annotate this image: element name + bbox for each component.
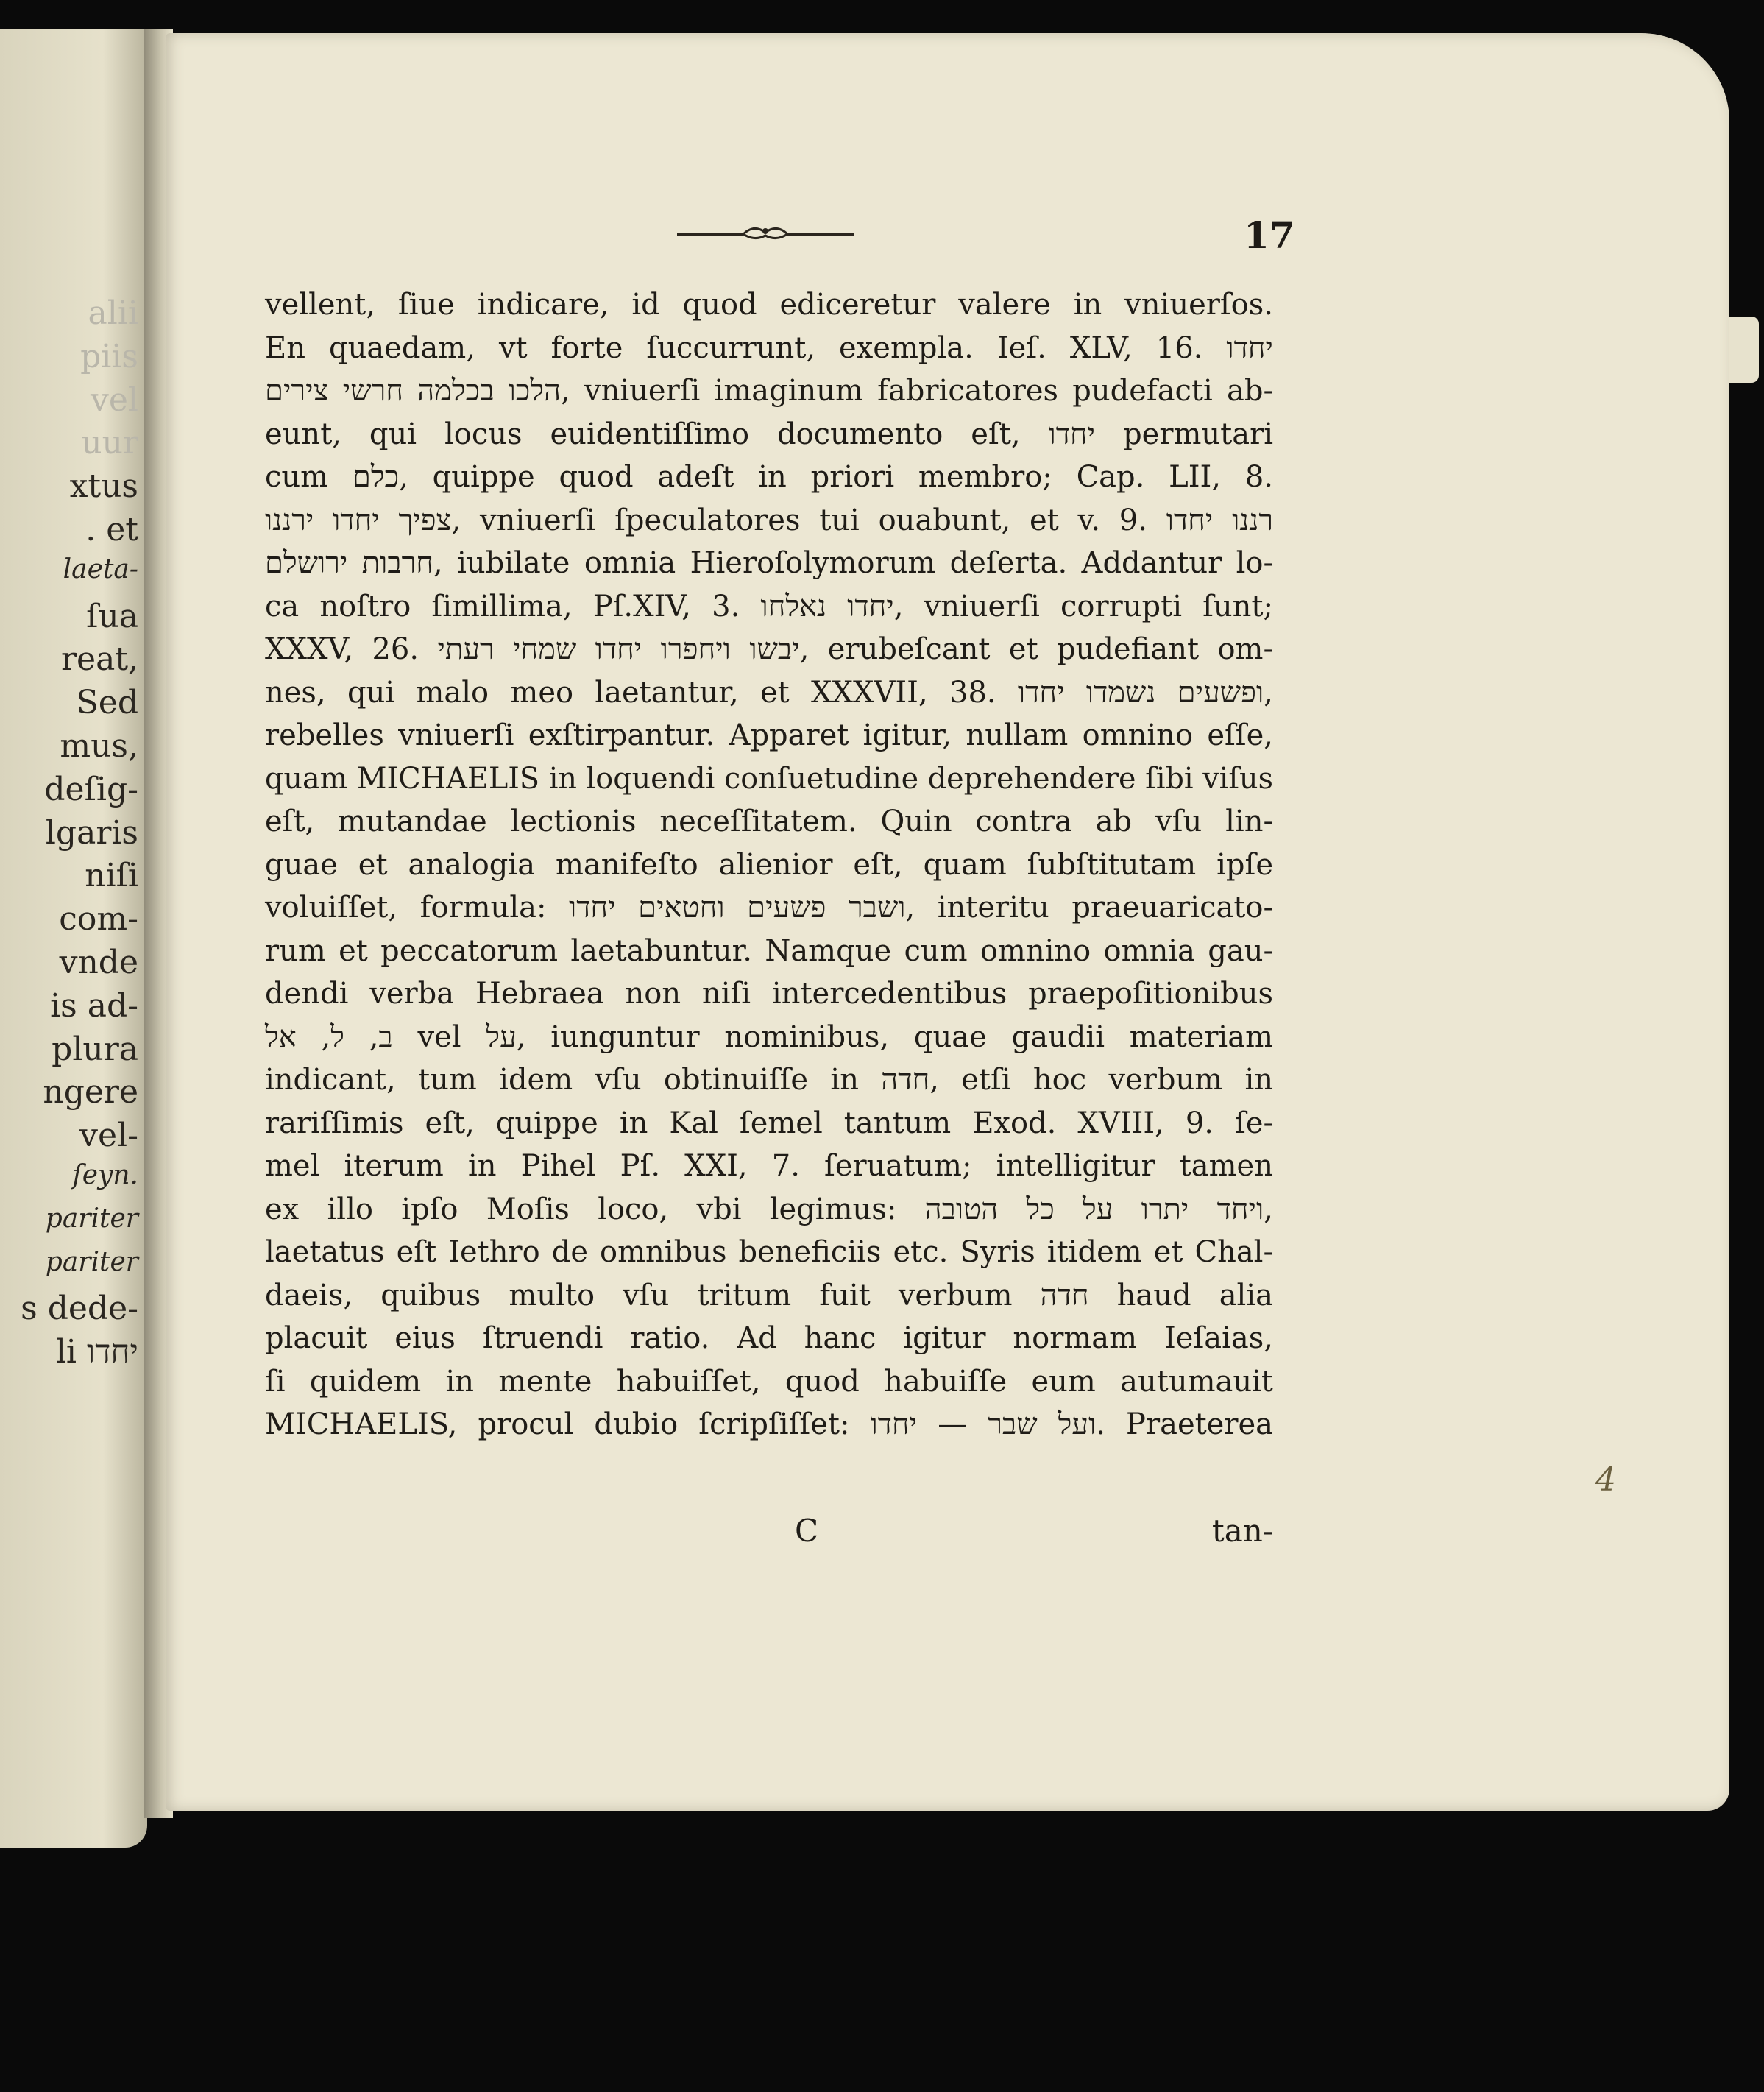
footer-line	[265, 1513, 1273, 1555]
text-line-content: rebelles vniuerſi exſtirpantur. Apparet igitur, nullam omnino eſſe,	[265, 718, 1273, 752]
text-line-content: cum כלם, quippe quod adeſt in priori membro; Cap. LII, 8.	[265, 460, 1274, 494]
text-line	[265, 628, 1273, 671]
previous-page-line: ſua	[86, 597, 138, 635]
text-line-content: חרבות ירושלם, iubilate omnia Hieroſolymorum deſerta. Addantur lo-	[265, 546, 1273, 580]
previous-page-line: niſi	[85, 857, 138, 895]
text-line	[265, 1016, 1273, 1059]
previous-page-line: Sed	[76, 684, 138, 722]
previous-page-line: ſeyn.	[72, 1160, 138, 1190]
text-line-content: dendi verba Hebraea non niſi intercedentibus praepoſitionibus	[265, 977, 1273, 1011]
text-line-content: guae et analogia manifeſto alienior eſt, quam ſubſtitutam ipſe	[265, 847, 1273, 882]
previous-page-line: li יחדו	[55, 1333, 138, 1371]
previous-page-line: reat,	[61, 640, 138, 679]
text-line	[265, 800, 1273, 844]
text-line	[265, 1102, 1273, 1145]
text-line-content: ſi quidem in mente habuiſſet, quod habuiſſe eum autumauit	[265, 1364, 1273, 1399]
text-line-content: daeis, quibus multo vſu tritum fuit verbum חדה haud alia	[265, 1278, 1273, 1312]
previous-page-line: alii	[88, 294, 138, 332]
previous-page-line: uur	[81, 424, 138, 462]
text-line	[265, 1360, 1273, 1404]
text-line	[265, 327, 1273, 370]
catchword: tan-	[1211, 1513, 1273, 1549]
text-line	[265, 1403, 1273, 1446]
previous-page-line: laeta-	[63, 554, 138, 584]
text-line-content: indicant, tum idem vſu obtinuiſſe in חדה, etſi hoc verbum in	[265, 1063, 1274, 1097]
page-number: 17	[1244, 213, 1295, 257]
text-line-content: En quaedam, vt forte ſuccurrunt, exempla. Ieſ. XLV, 16. יחדו	[265, 331, 1273, 365]
previous-page-line: ngere	[43, 1073, 138, 1112]
text-line-content: placuit eius ſtruendi ratio. Ad hanc igitur normam Ieſaias,	[265, 1321, 1273, 1355]
previous-page-line: s dede-	[21, 1290, 138, 1328]
text-line	[265, 1317, 1273, 1360]
text-line-content: quam MICHAELIS in loquendi conſuetudine deprehendere ſibi viſus	[265, 761, 1273, 796]
previous-page-strip	[0, 29, 147, 1848]
previous-page-line: is ad-	[50, 986, 138, 1025]
text-line-content: צפיך יחדו ירננו, vniuerſi ſpeculatores tui ouabunt, et v. 9. רננו יחדו	[265, 503, 1273, 537]
text-line	[265, 671, 1273, 715]
text-line-content: mel iterum in Pihel Pſ. XXI, 7. ſeruatum; intelligitur tamen	[265, 1149, 1273, 1183]
text-line	[265, 1059, 1273, 1102]
text-line-content: MICHAELIS, procul dubio ſcripſiſſet: ועל שבר — יחדו. Praeterea	[265, 1407, 1273, 1441]
body-text	[265, 283, 1273, 1446]
text-line-content: eunt, qui locus euidentiſſimo documento eſt, יחדו permutari	[265, 417, 1273, 451]
text-line	[265, 1145, 1273, 1188]
text-line-content: ca noſtro ſimillima, Pſ.XIV, 3. יחדו נאלחו, vniuerſi corrupti ſunt;	[265, 589, 1273, 623]
previous-page-line: vel	[91, 381, 138, 419]
text-line	[265, 1188, 1273, 1231]
text-line	[265, 1231, 1273, 1274]
text-line	[265, 370, 1273, 413]
previous-page-line: plura	[52, 1030, 138, 1068]
text-line-content: XXXV, 26. יבשו ויחפרו יחדו שמחי רעתי, erubeſcant et pudefiant om-	[265, 632, 1274, 666]
text-line	[265, 542, 1273, 585]
text-line-content: vellent, ſiue indicare, id quod ediceretur valere in vniuerſos.	[265, 288, 1273, 322]
previous-page-line: pariter	[45, 1246, 138, 1277]
text-line-content: nes, qui malo meo laetantur, et XXXVII, 38. ופשעים נשמדו יחדו,	[265, 675, 1274, 710]
previous-page-line: piis	[80, 337, 138, 375]
text-line	[265, 714, 1273, 757]
text-line	[265, 499, 1273, 543]
text-line	[265, 283, 1273, 327]
text-line-content: voluiſſet, formula: ושבר פשעים וחטאים יחדו, interitu praeuaricato-	[265, 891, 1274, 925]
text-line	[265, 757, 1273, 801]
previous-page-line: pariter	[45, 1203, 138, 1234]
previous-page-line: lgaris	[45, 813, 138, 852]
margin-mark: 4	[1595, 1461, 1616, 1499]
text-line	[265, 1274, 1273, 1318]
text-line	[265, 930, 1273, 973]
previous-page-line: vnde	[59, 944, 138, 981]
text-line-content: ב, ל, אל vel על, iunguntur nominibus, quae gaudii materiam	[265, 1020, 1274, 1054]
text-line-content: rum et peccatorum laetabuntur. Namque cum omnino omnia gau-	[265, 933, 1273, 968]
text-line-content: eſt, mutandae lectionis neceſſitatem. Quin contra ab vſu lin-	[265, 805, 1273, 838]
previous-page-line: mus,	[60, 727, 138, 765]
previous-page-line: com-	[59, 900, 138, 939]
signature-mark: C	[795, 1513, 819, 1549]
text-line-content: laetatus eſt Iethro de omnibus beneficiis etc. Syris itidem et Chal-	[265, 1235, 1273, 1269]
text-line	[265, 844, 1273, 887]
text-line-content: ex illo ipſo Moſis loco, vbi legimus: ויחד יתרו על כל הטובה,	[265, 1192, 1273, 1226]
text-line	[265, 585, 1273, 629]
text-line	[265, 413, 1273, 456]
text-line	[265, 456, 1273, 499]
header-ornament	[673, 221, 857, 243]
text-line-content: הלכו בכלמה חרשי צירים, vniuerſi imaginum fabricatores pudefacti ab-	[265, 374, 1274, 408]
previous-page-line: vel-	[79, 1117, 138, 1155]
text-line	[265, 972, 1273, 1016]
previous-page-line: deſig-	[44, 770, 138, 808]
previous-page-line: . et	[85, 511, 138, 548]
previous-page-line: xtus	[69, 467, 138, 506]
text-line-content: rariſſimis eſt, quippe in Kal ſemel tantum Exod. XVIII, 9. ſe-	[265, 1106, 1273, 1140]
text-line	[265, 886, 1273, 930]
